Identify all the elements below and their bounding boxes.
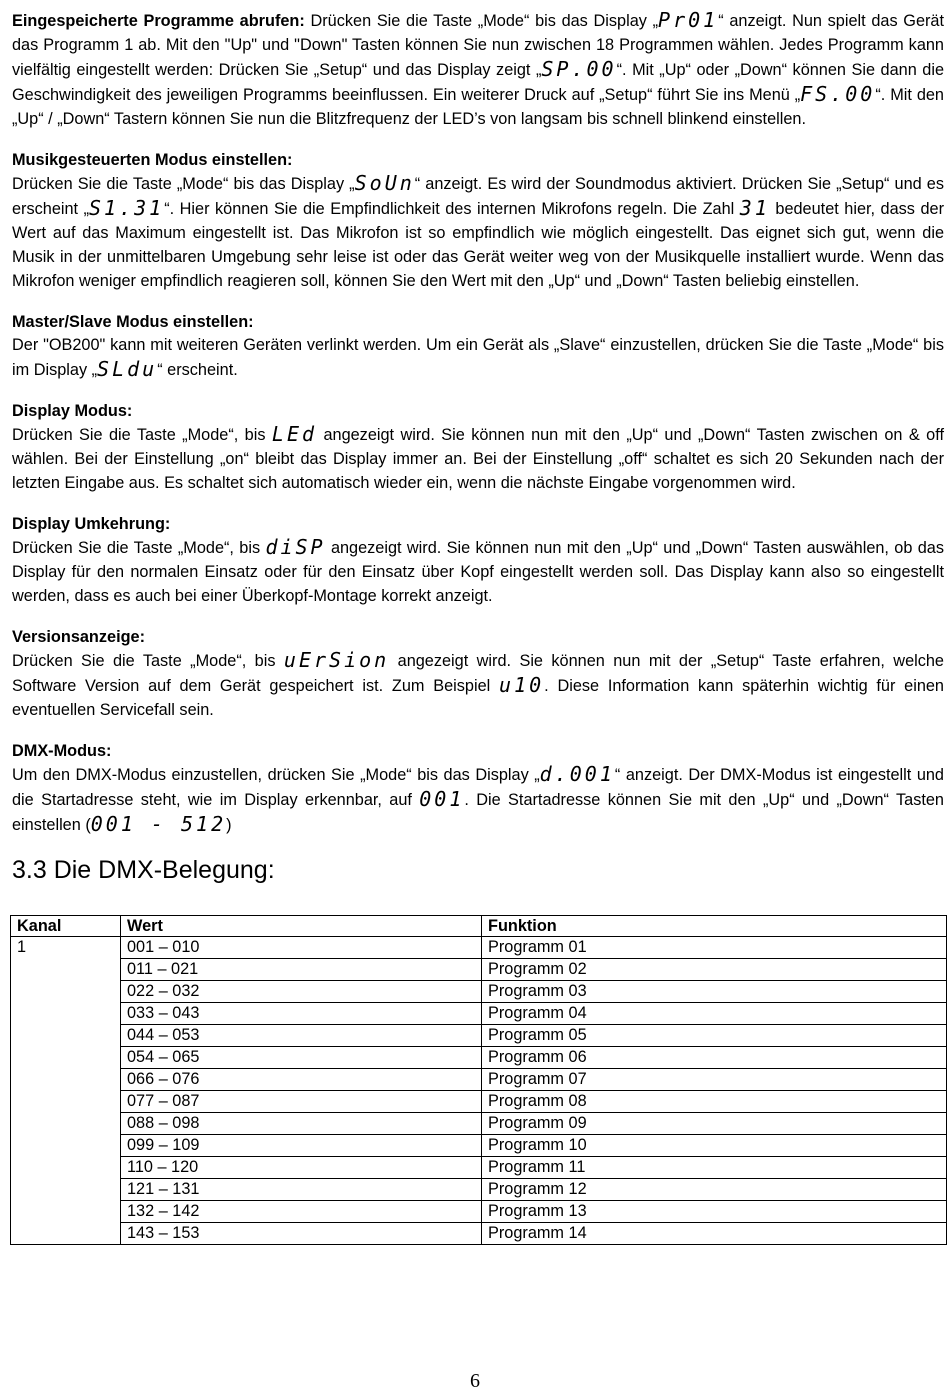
cell-funktion: Programm 13 [482,1201,947,1223]
cell-kanal: 1 [11,937,121,959]
cell-kanal [11,1091,121,1113]
intro-heading: Eingespeicherte Programme abrufen: [12,12,305,30]
section-paragraph [12,535,944,608]
section-paragraph [12,333,944,382]
cell-kanal [11,959,121,981]
table-row [11,1223,947,1245]
lcd-display-text: Pr01 [658,8,719,32]
cell-kanal [11,1003,121,1025]
intro-text-2: “ anzeigt. Nun spielt das Gerät das Programm 1 ab. Mit den "Up" und "Down" Tasten können Sie nun zwischen 18 Programmen wählen. Jedes Programm kann vielfältig eingestellt werden: Drücken Sie „Setup“ und das Display zeigt „ [12,12,945,79]
cell-kanal [11,1069,121,1091]
cell-wert: 099 – 109 [121,1135,482,1157]
paragraph-text: angezeigt wird. Sie können nun mit den „Up“ und „Down“ Tasten zwischen on & off wählen. Bei der Einstellung „on“ bleibt das Display immer an. Bei der Einstellung „off“ schaltet es sich 20 Sekunden nach der letzten Eingabe aus. Es schaltet sich automatisch wieder ein, wenn die nächste Eingabe vorgenommen wird. [12,426,944,492]
intro-text-3: “. Mit „Up“ oder „Down“ können Sie dann die Geschwindigkeit des jeweiligen Programms beeinflussen. Ein weiterer Druck auf „Setup“ führt Sie ins Menü „ [12,61,944,104]
paragraph-text: ) [226,816,232,834]
paragraph-text: Drücken Sie die Taste „Mode“, bis [12,426,272,444]
lcd-display-text: 31 [739,196,770,220]
lcd-display-text: LEd [271,422,318,446]
cell-funktion: Programm 04 [482,1003,947,1025]
section-heading: Versionsanzeige: [12,628,146,646]
table-row [11,1003,947,1025]
cell-wert: 022 – 032 [121,981,482,1003]
section-heading: Display Modus: [12,402,133,420]
section-heading: Musikgesteuerten Modus einstellen: [12,151,293,169]
cell-kanal [11,1223,121,1245]
table-row [11,1201,947,1223]
intro-text-1: Drücken Sie die Taste „Mode“ bis das Display „ [304,12,659,30]
section-display-flip [12,513,944,608]
lcd-display-text: uErSion [283,648,390,672]
cell-wert: 033 – 043 [121,1003,482,1025]
paragraph-text: “ erscheint. [157,361,238,379]
paragraph-text: Der "OB200" kann mit weiteren Geräten verlinkt werden. Um ein Gerät als „Slave“ einzustellen, drücken Sie die Taste „Mode“ bis im Display „ [12,336,944,379]
lcd-display-text: SLdu [97,357,158,381]
section-title: 3.3 Die DMX-Belegung: [12,856,275,884]
lcd-display-text: SoUn [354,171,415,195]
section-dmx-mode [12,740,944,837]
cell-kanal [11,1047,121,1069]
lcd-display-text: SP.00 [541,57,617,81]
dmx-table-wrapper [12,915,944,1245]
table-row [11,1025,947,1047]
cell-wert: 132 – 142 [121,1201,482,1223]
column-header-kanal: Kanal [11,916,121,937]
section-master-slave [12,311,944,382]
cell-funktion: Programm 09 [482,1113,947,1135]
paragraph-text: . Diese Information kann späterhin wichtig für einen eventuellen Servicefall sein. [12,677,944,719]
paragraph-text: Um den DMX-Modus einzustellen, drücken Sie „Mode“ bis das Display „ [12,766,540,784]
table-row [11,1135,947,1157]
table-row [11,937,947,959]
paragraph-text: “ anzeigt. Der DMX-Modus ist eingestellt und die Startadresse steht, wie im Display erkennbar, auf [12,766,944,809]
intro-text-4: “. Mit den „Up“ / „Down“ Tastern können Sie nun die Blitzfrequenz der LED’s von langsam bis schnell blinkend einstellen. [12,86,944,128]
cell-kanal [11,1135,121,1157]
table-row [11,1113,947,1135]
table-row [11,1157,947,1179]
cell-wert: 077 – 087 [121,1091,482,1113]
table-row [11,959,947,981]
paragraph-text: “ anzeigt. Es wird der Soundmodus aktiviert. Drücken Sie „Setup“ und es erscheint „ [12,175,944,218]
section-heading: Display Umkehrung: [12,515,171,533]
lcd-display-text: 001 - 512 [90,812,227,836]
paragraph-text: bedeutet hier, dass der Wert auf das Maximum eingestellt ist. Das Mikrofon ist so empfindlich wie möglich eingestellt. Das eignet sich gut, wenn die Musik in der unmittelbaren Umgebung sehr leise ist oder das Gerät weiter weg von der Musikquelle installiert wurde. Wenn das Mikrofon weniger empfindlich reagieren soll, können Sie den Wert mit den „Up“ und „Down“ Tasten beliebig einstellen. [12,200,944,290]
cell-kanal [11,1025,121,1047]
section-paragraph [12,422,944,495]
column-header-funktion: Funktion [482,916,947,937]
cell-wert: 088 – 098 [121,1113,482,1135]
paragraph-text: angezeigt wird. Sie können nun mit der „Setup“ Taste erfahren, welche Software Version auf dem Gerät gespeichert ist. Zum Beispiel [12,652,944,695]
paragraph-text: angezeigt wird. Sie können nun mit den „Up“ und „Down“ Tasten auswählen, ob das Display für den normalen Einsatz oder für den Einsatz über Kopf eingestellt werden soll. Das Display kann also so eingestellt werden, dass es auch bei einer Überkopf-Montage korrekt anzeigt. [12,539,944,605]
cell-wert: 054 – 065 [121,1047,482,1069]
table-body [11,937,947,1245]
cell-funktion: Programm 12 [482,1179,947,1201]
section-paragraph [12,171,944,293]
cell-funktion: Programm 14 [482,1223,947,1245]
lcd-display-text: u10 [499,673,545,697]
cell-funktion: Programm 01 [482,937,947,959]
dmx-table [10,915,947,1245]
cell-kanal [11,1179,121,1201]
paragraph-text: Drücken Sie die Taste „Mode“, bis [12,539,266,557]
cell-kanal [11,981,121,1003]
cell-funktion: Programm 07 [482,1069,947,1091]
lcd-display-text: S1.31 [89,196,165,220]
cell-kanal [11,1201,121,1223]
section-heading: Master/Slave Modus einstellen: [12,313,254,331]
table-header-row [11,916,947,937]
cell-funktion: Programm 11 [482,1157,947,1179]
document-page [12,8,944,1245]
cell-wert: 121 – 131 [121,1179,482,1201]
column-header-wert: Wert [121,916,482,937]
paragraph-text: “. Hier können Sie die Empfindlichkeit des internen Mikrofons regeln. Die Zahl [164,200,740,218]
section-display-mode [12,400,944,495]
lcd-display-text: FS.00 [800,82,876,106]
paragraph-text: Drücken Sie die Taste „Mode“ bis das Display „ [12,175,355,193]
section-paragraph [12,762,944,837]
lcd-display-text: d.001 [539,762,615,786]
table-row [11,1047,947,1069]
table-row [11,1179,947,1201]
paragraph-text: Drücken Sie die Taste „Mode“, bis [12,652,284,670]
cell-wert: 110 – 120 [121,1157,482,1179]
cell-wert: 143 – 153 [121,1223,482,1245]
cell-wert: 001 – 010 [121,937,482,959]
section-sound-mode [12,149,944,293]
table-row [11,1091,947,1113]
cell-wert: 066 – 076 [121,1069,482,1091]
cell-funktion: Programm 06 [482,1047,947,1069]
cell-funktion: Programm 05 [482,1025,947,1047]
cell-wert: 044 – 053 [121,1025,482,1047]
cell-kanal [11,1113,121,1135]
table-row [11,1069,947,1091]
lcd-display-text: diSP [265,535,326,559]
cell-funktion: Programm 10 [482,1135,947,1157]
lcd-display-text: 001 [419,787,465,811]
intro-paragraph [12,8,944,131]
page-number: 6 [470,1370,480,1392]
cell-funktion: Programm 03 [482,981,947,1003]
cell-funktion: Programm 08 [482,1091,947,1113]
section-heading: DMX-Modus: [12,742,112,760]
table-row [11,981,947,1003]
section-version [12,626,944,722]
cell-kanal [11,1157,121,1179]
cell-wert: 011 – 021 [121,959,482,981]
section-paragraph [12,648,944,722]
cell-funktion: Programm 02 [482,959,947,981]
paragraph-text: . Die Startadresse können Sie mit den „Up“ und „Down“ Tasten einstellen ( [12,791,944,834]
